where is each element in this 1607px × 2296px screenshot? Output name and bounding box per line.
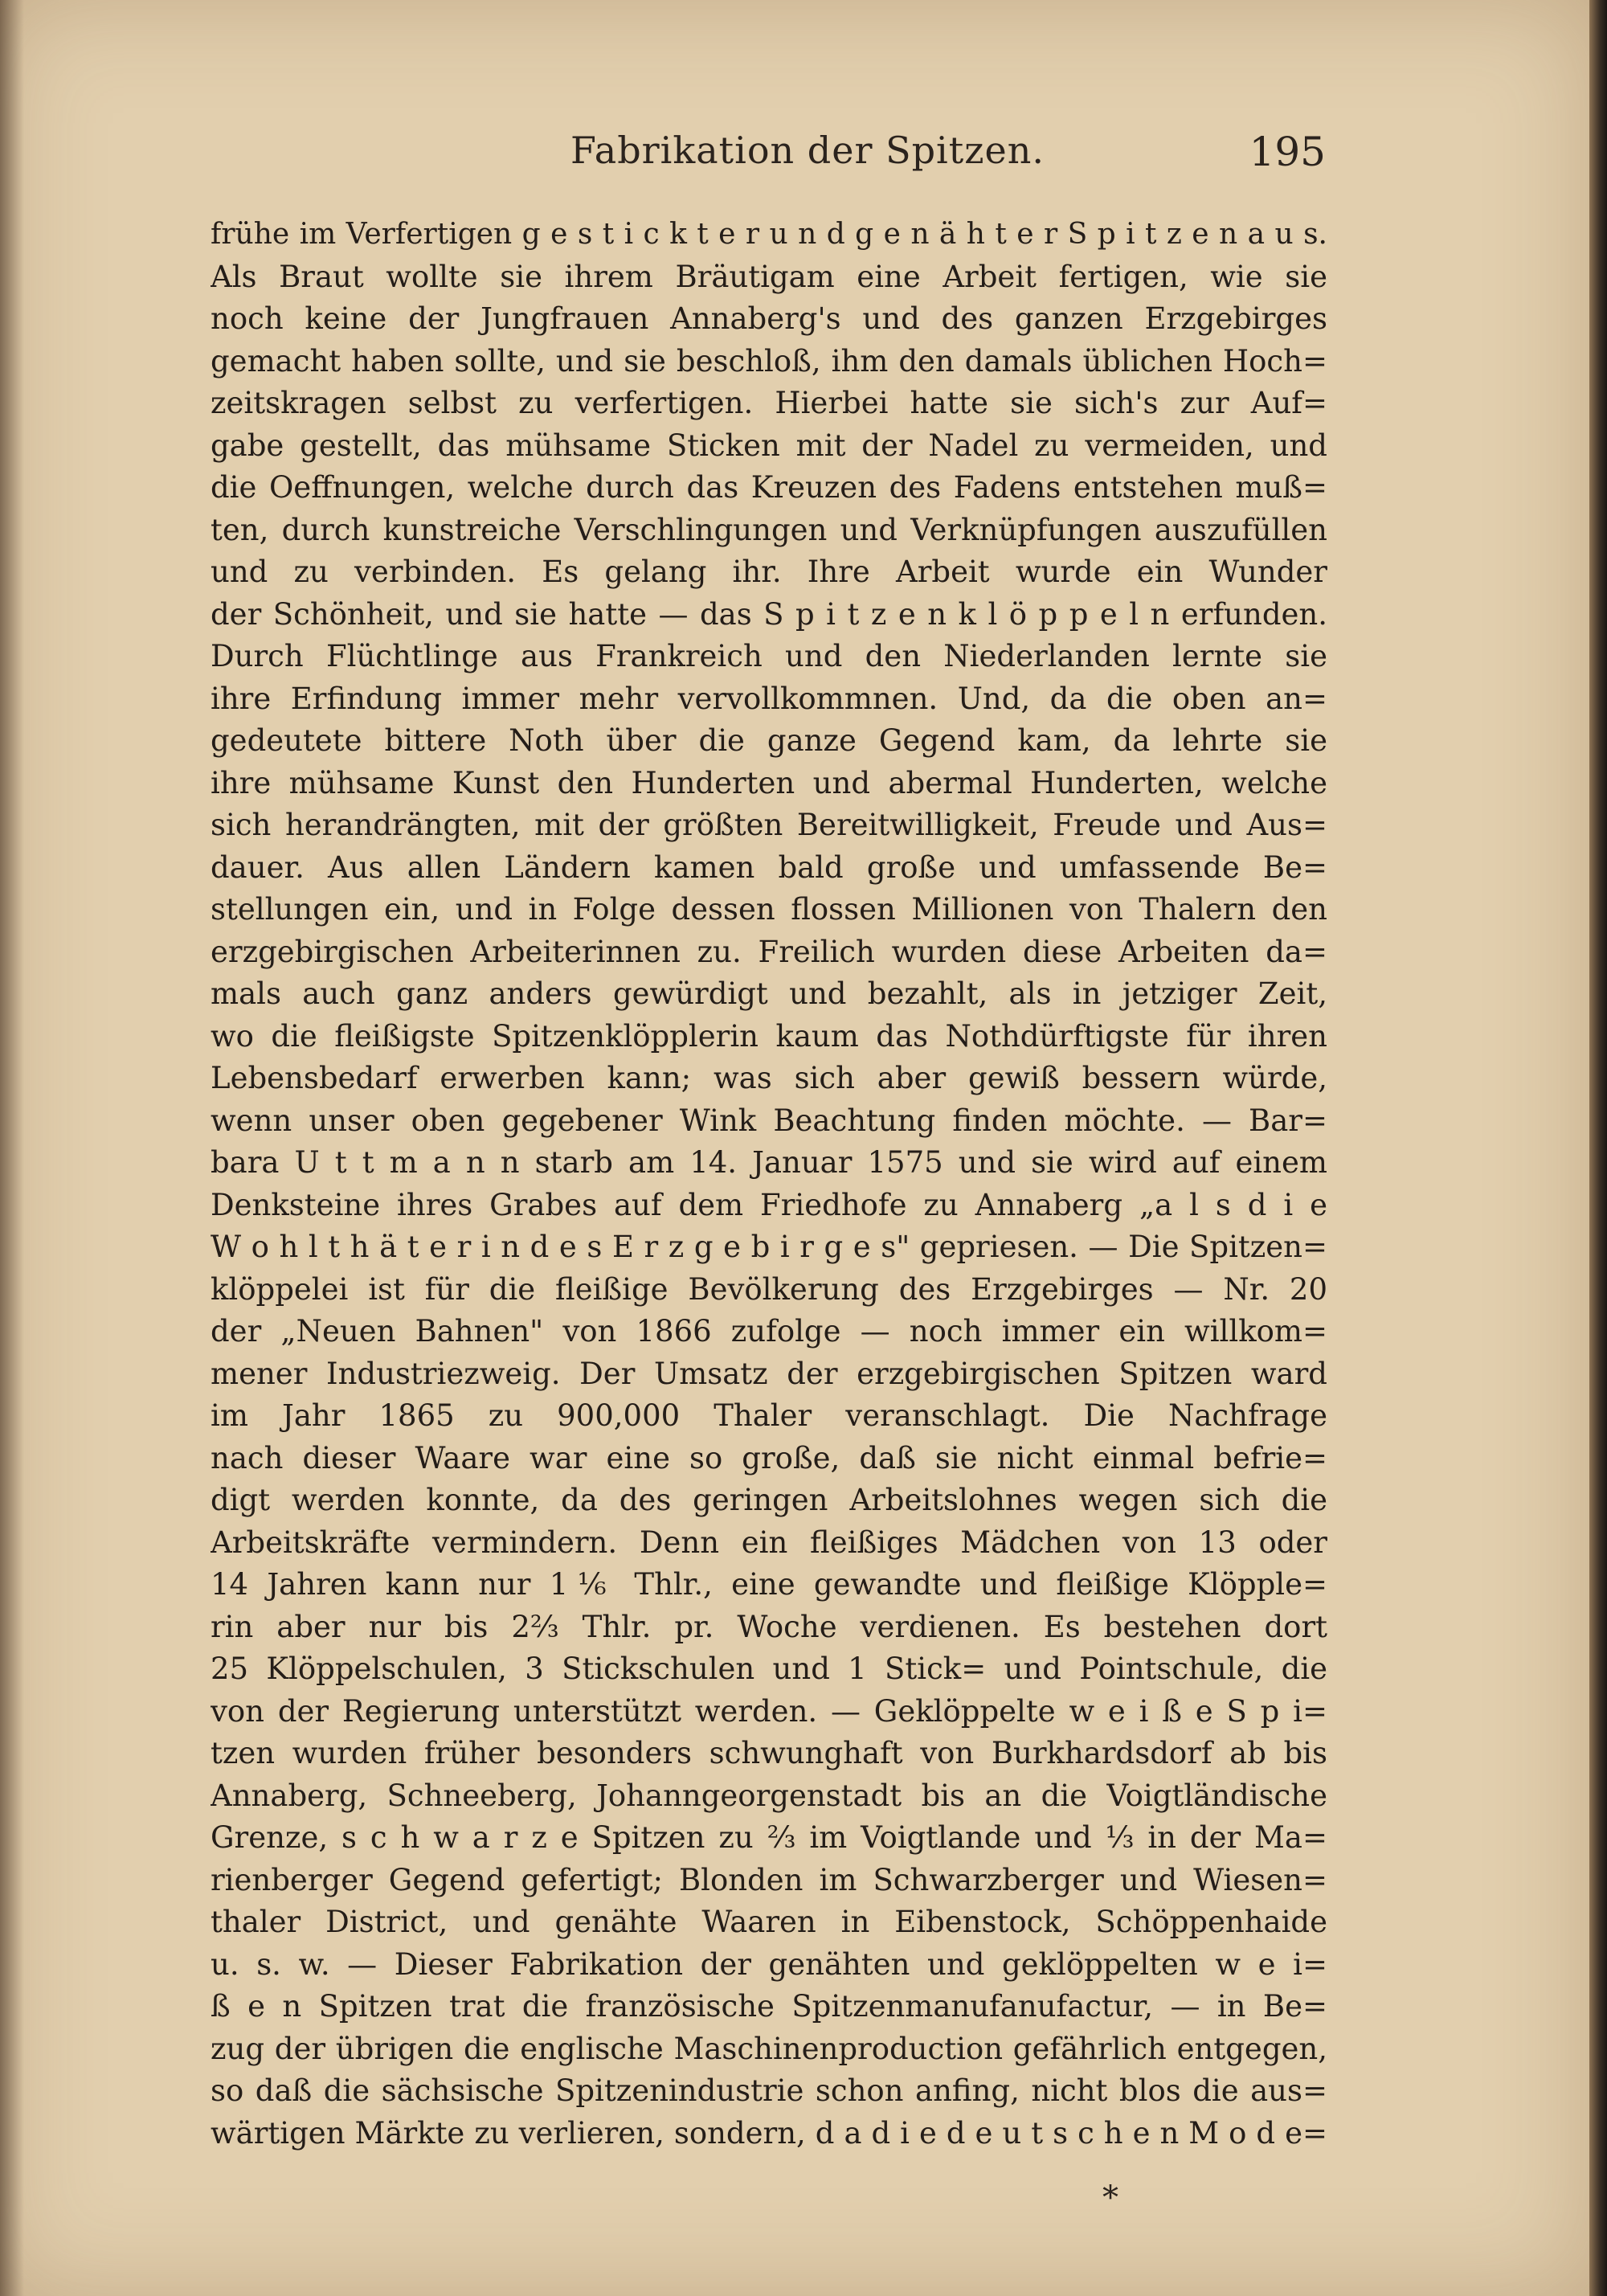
text-line: mals auch ganz anders gewürdigt und bezahlt, als in jetziger Zeit, (211, 976, 1327, 1011)
text-line: W o h l t h ä t e r i n d e s E r z g e b i r g e s" gepriesen. — Die Spitzen= (211, 1230, 1327, 1264)
text-line: im Jahr 1865 zu 900,000 Thaler veranschlagt. Die Nachfrage (211, 1398, 1327, 1433)
text-line: der „Neuen Bahnen" von 1866 zufolge — noch immer ein willkom= (211, 1314, 1327, 1349)
text-line: rin aber nur bis 2⅔ Thlr. pr. Woche verdienen. Es bestehen dort (211, 1609, 1327, 1644)
text-line: Als Braut wollte sie ihrem Bräutigam eine Arbeit fertigen, wie sie (211, 259, 1327, 294)
text-line: wärtigen Märkte zu verlieren, sondern, d a d i e d e u t s c h e n M o d e= (211, 2115, 1327, 2151)
text-line: gedeutete bittere Noth über die ganze Gegend kam, da lehrte sie (211, 723, 1327, 758)
text-line: ten, durch kunstreiche Verschlingungen und Verknüpfungen auszufüllen (211, 512, 1327, 547)
text-line: Denksteine ihres Grabes auf dem Friedhofe zu Annaberg „a l s d i e (211, 1187, 1327, 1222)
text-line: von der Regierung unterstützt werden. — Geklöppelte w e i ß e S p i= (211, 1693, 1327, 1729)
text-line: Lebensbedarf erwerben kann; was sich aber gewiß bessern würde, (211, 1061, 1327, 1095)
text-line: sich herandrängten, mit der größten Bereitwilligkeit, Freude und Aus= (211, 808, 1327, 842)
body-text (211, 214, 1327, 2155)
text-line: gemacht haben sollte, und sie beschloß, ihm den damals üblichen Hoch= (211, 343, 1327, 379)
running-title: Fabrikation der Spitzen. (570, 129, 1045, 172)
text-line: zug der übrigen die englische Maschinenproduction gefährlich entgegen, (211, 2031, 1327, 2066)
text-line: so daß die sächsische Spitzenindustrie schon anfing, nicht blos die aus= (211, 2073, 1327, 2108)
text-line: klöppelei ist für die fleißige Bevölkerung des Erzgebirges — Nr. 20 (211, 1271, 1327, 1307)
text-line: Durch Flüchtlinge aus Frankreich und den Niederlanden lernte sie (211, 639, 1327, 673)
text-line: noch keine der Jungfrauen Annaberg's und des ganzen Erzgebirges (211, 301, 1327, 336)
signature-mark: * (1102, 2179, 1118, 2216)
text-line: Grenze, s c h w a r z e Spitzen zu ⅔ im Voigtlande und ⅓ in der Ma= (211, 1820, 1327, 1855)
page-gutter-shadow (0, 0, 24, 2296)
text-line: stellungen ein, und in Folge dessen flossen Millionen von Thalern den (211, 892, 1327, 927)
text-line: erzgebirgischen Arbeiterinnen zu. Freilich wurden diese Arbeiten da= (211, 934, 1327, 969)
text-line: dauer. Aus allen Ländern kamen bald große und umfassende Be= (211, 849, 1327, 885)
text-line: ihre mühsame Kunst den Hunderten und abermal Hunderten, welche (211, 765, 1327, 800)
text-line: wo die fleißigste Spitzenklöpplerin kaum das Nothdürftigste für ihren (211, 1018, 1327, 1054)
text-line: 25 Klöppelschulen, 3 Stickschulen und 1 Stick= und Pointschule, die (211, 1651, 1327, 1686)
text-line: die Oeffnungen, welche durch das Kreuzen des Fadens entstehen muß= (211, 470, 1327, 505)
page-header (201, 129, 1326, 185)
text-line: mener Industriezweig. Der Umsatz der erzgebirgischen Spitzen ward (211, 1356, 1327, 1391)
text-line: wenn unser oben gegebener Wink Beachtung finden möchte. — Bar= (211, 1103, 1327, 1138)
text-line: und zu verbinden. Es gelang ihr. Ihre Arbeit wurde ein Wunder (211, 555, 1327, 589)
text-line: zeitskragen selbst zu verfertigen. Hierbei hatte sie sich's zur Auf= (211, 386, 1327, 420)
book-edge (1589, 0, 1607, 2296)
text-line: gabe gestellt, das mühsame Sticken mit der Nadel zu vermeiden, und (211, 428, 1327, 463)
text-line: ß e n Spitzen trat die französische Spitzenmanufanufactur, — in Be= (211, 1989, 1327, 2024)
text-line: rienberger Gegend gefertigt; Blonden im Schwarzberger und Wiesen= (211, 1862, 1327, 1897)
text-line: Arbeitskräfte vermindern. Denn ein fleißiges Mädchen von 13 oder (211, 1525, 1327, 1560)
text-line: digt werden konnte, da des geringen Arbeitslohnes wegen sich die (211, 1483, 1327, 1517)
text-line: u. s. w. — Dieser Fabrikation der genähten und geklöppelten w e i= (211, 1946, 1327, 1982)
text-line: nach dieser Waare war eine so große, daß sie nicht einmal befrie= (211, 1440, 1327, 1475)
page-number: 195 (1249, 129, 1326, 175)
text-line: Annaberg, Schneeberg, Johanngeorgenstadt bis an die Voigtländische (211, 1778, 1327, 1813)
text-line: bara U t t m a n n starb am 14. Januar 1575 und sie wird auf einem (211, 1145, 1327, 1180)
text-line: 14 Jahren kann nur 1⅙ Thlr., eine gewandte und fleißige Klöpple= (211, 1567, 1327, 1602)
text-line: thaler District, und genähte Waaren in Eibenstock, Schöppenhaide (211, 1905, 1327, 1939)
text-line: tzen wurden früher besonders schwunghaft von Burkhardsdorf ab bis (211, 1736, 1327, 1770)
text-line: frühe im Verfertigen g e s t i c k t e r u n d g e n ä h t e r S p i t z e n a u s. (211, 218, 1327, 251)
text-line: ihre Erfindung immer mehr vervollkommnen. Und, da die oben an= (211, 681, 1327, 716)
text-line: der Schönheit, und sie hatte — das S p i t z e n k l ö p p e l n erfunden. (211, 596, 1327, 632)
